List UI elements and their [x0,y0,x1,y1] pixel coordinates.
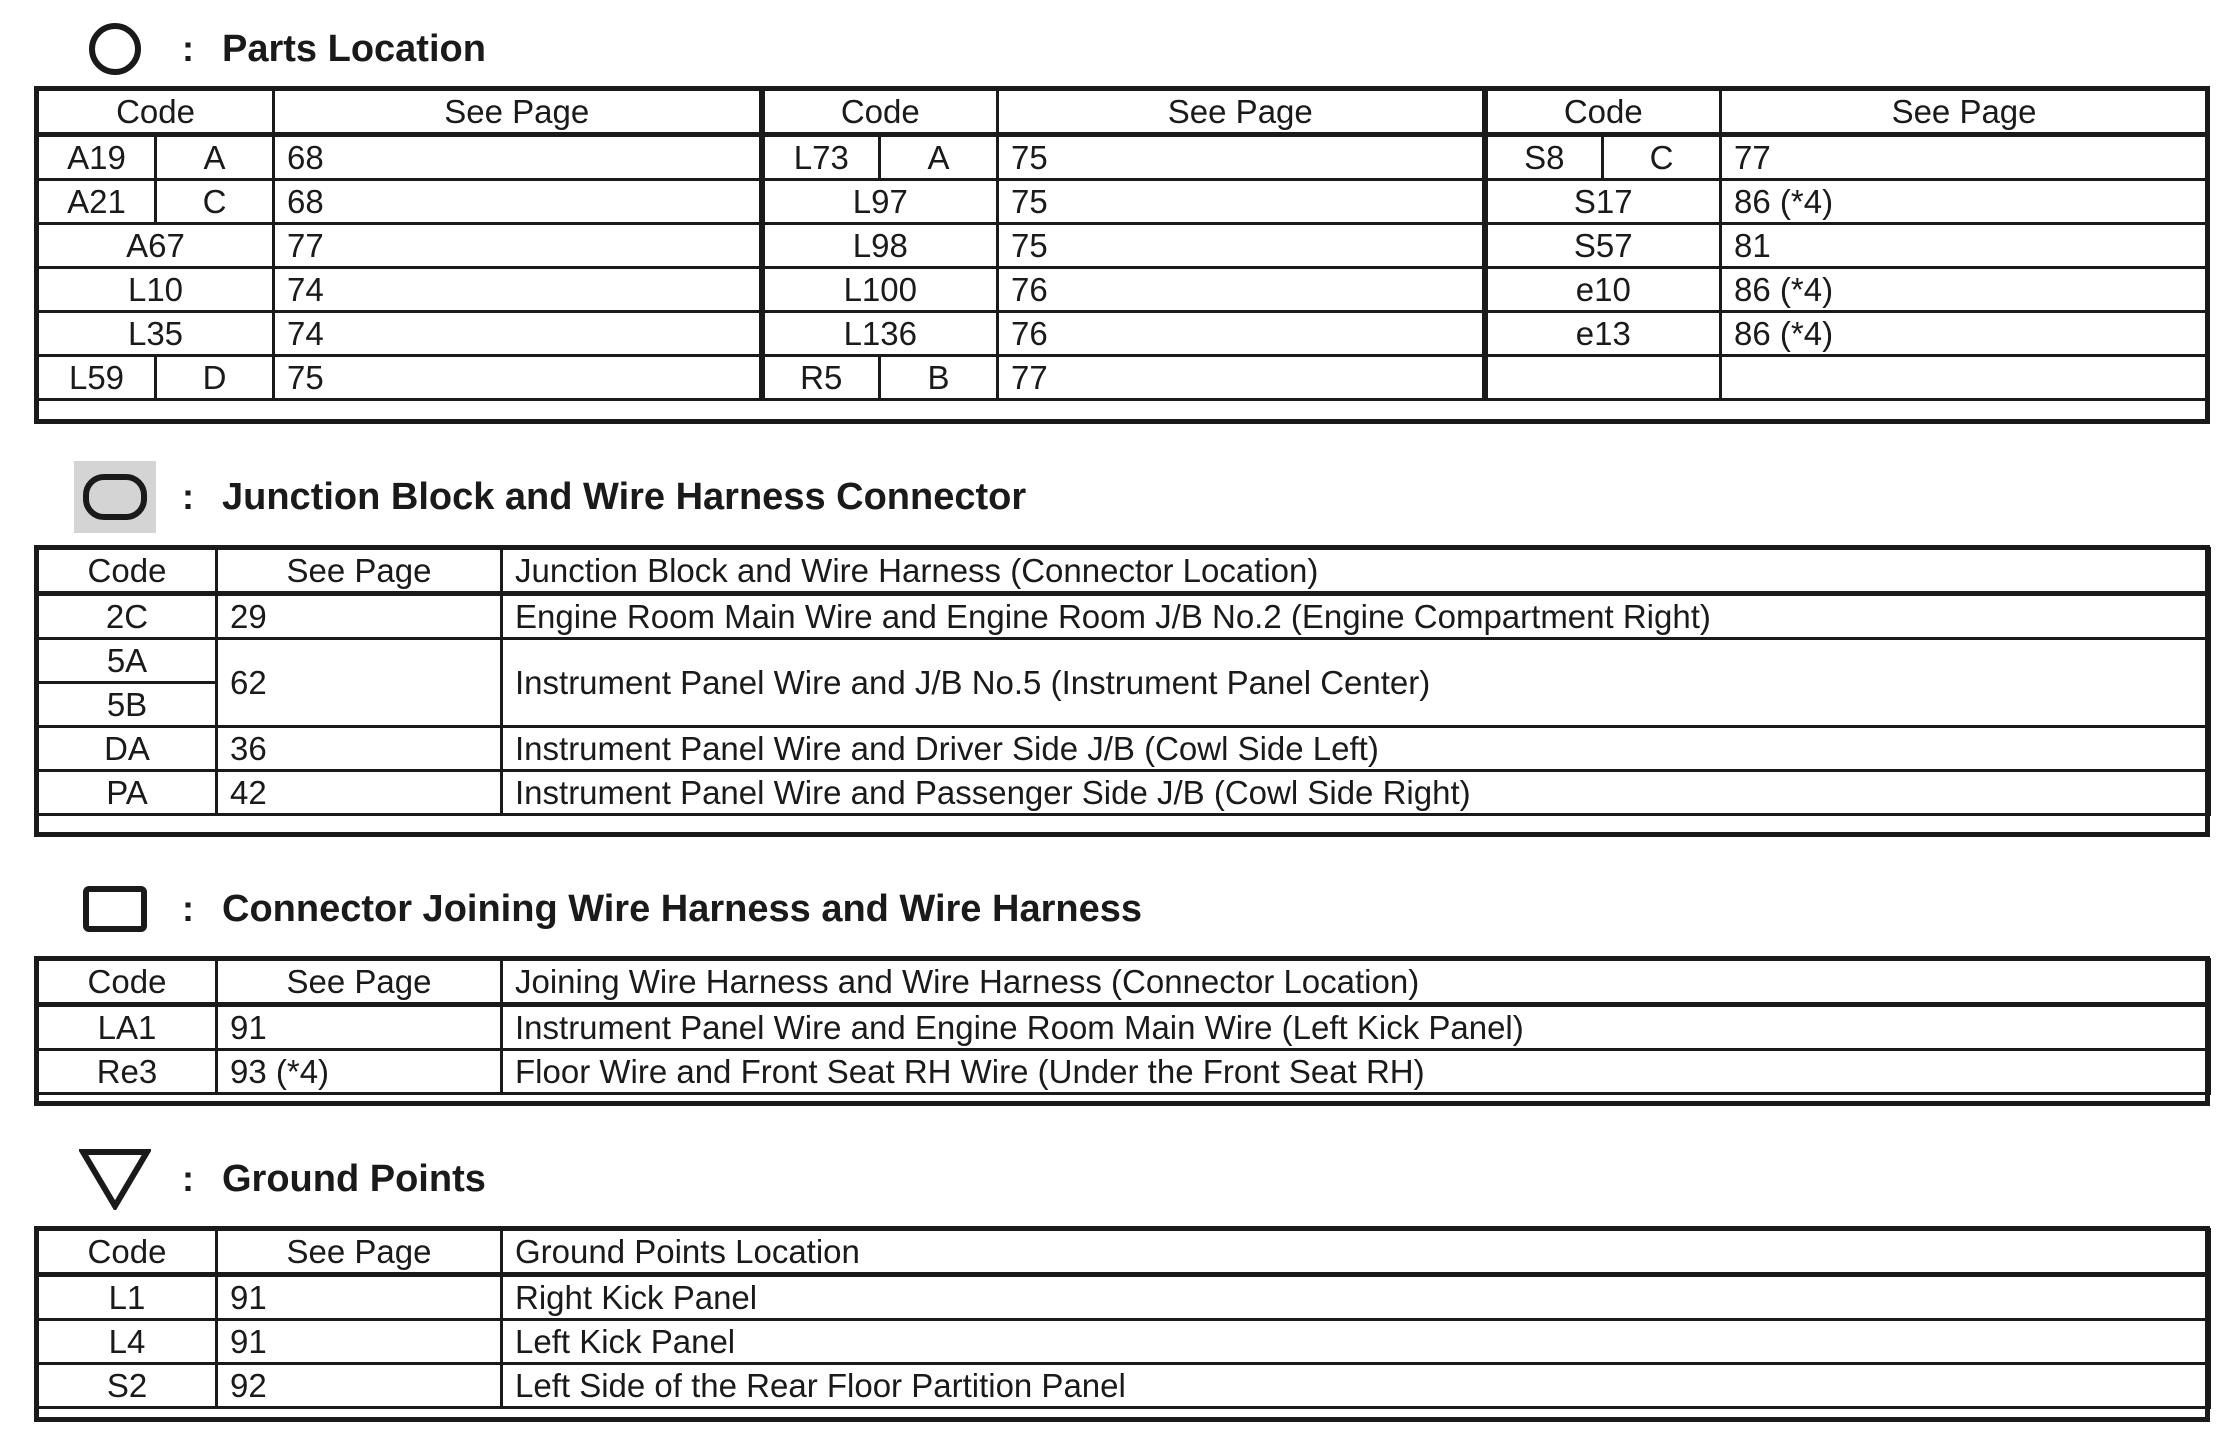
page-cell: 86 (*4) [1721,268,2208,312]
code-cell: S17 [1485,180,1721,224]
code-cell: L100 [762,268,998,312]
colon: : [182,1158,194,1199]
table-row [38,727,2210,771]
connector-joining-table [36,958,2211,1095]
code-cell: e13 [1485,312,1721,356]
page-cell: 75 [998,224,1485,268]
location-cell: Right Kick Panel [502,1275,2210,1320]
column-header-code: Code [1485,90,1721,135]
circle-icon [70,14,160,84]
junction-block-table [36,547,2211,816]
page-cell: 74 [274,312,762,356]
sub-code-cell: A [156,135,274,180]
page-cell: 68 [274,135,762,180]
code-cell: R5 [762,356,880,400]
table-row [38,1320,2210,1364]
sub-code-cell: C [156,180,274,224]
column-header-code: Code [38,90,274,135]
table-row [38,1275,2210,1320]
table-row [38,180,2208,224]
code-cell: L4 [38,1320,217,1364]
column-header-location: Joining Wire Harness and Wire Harness (Connector Location) [502,960,2210,1005]
section-title: Ground Points [222,1157,486,1200]
location-cell: Instrument Panel Wire and Engine Room Main Wire (Left Kick Panel) [502,1005,2210,1050]
code-cell: L59 [38,356,156,400]
table-row [38,1364,2210,1408]
page-cell: 76 [998,312,1485,356]
page-cell: 29 [217,594,502,639]
code-cell: A21 [38,180,156,224]
sub-code-cell: D [156,356,274,400]
code-cell: DA [38,727,217,771]
sub-code-cell: A [880,135,998,180]
rounded-rectangle-icon [74,461,156,533]
code-cell: e10 [1485,268,1721,312]
section-title: Connector Joining Wire Harness and Wire Harness [222,887,1142,930]
code-cell: A67 [38,224,274,268]
table-row [38,224,2208,268]
column-header-see-page: See Page [274,90,762,135]
code-cell: L10 [38,268,274,312]
code-cell: L136 [762,312,998,356]
table-row [38,639,2210,683]
ground-points-table [36,1228,2211,1409]
page-cell [1721,356,2208,400]
code-cell: L35 [38,312,274,356]
page-cell: 77 [998,356,1485,400]
code-cell: L1 [38,1275,217,1320]
code-cell: L97 [762,180,998,224]
table-row [38,1005,2210,1050]
table-header-row [38,1230,2210,1275]
section-title: Junction Block and Wire Harness Connector [222,475,1027,518]
page-cell: 93 (*4) [217,1050,502,1094]
code-cell: Re3 [38,1050,217,1094]
code-cell: PA [38,771,217,815]
page-cell: 76 [998,268,1485,312]
page-cell: 91 [217,1275,502,1320]
location-cell: Instrument Panel Wire and Driver Side J/B (Cowl Side Left) [502,727,2210,771]
column-header-see-page: See Page [217,549,502,594]
code-cell: 5A [38,639,217,683]
table-header-row [38,960,2210,1005]
page-cell: 75 [998,135,1485,180]
parts-location-heading [70,14,486,84]
code-cell: LA1 [38,1005,217,1050]
colon: : [182,888,194,929]
page-cell: 81 [1721,224,2208,268]
code-cell: A19 [38,135,156,180]
code-cell: L98 [762,224,998,268]
connector-joining-heading [70,874,1142,944]
page-cell: 68 [274,180,762,224]
code-cell: L73 [762,135,880,180]
page-cell: 75 [998,180,1485,224]
location-cell: Floor Wire and Front Seat RH Wire (Under the Front Seat RH) [502,1050,2210,1094]
table-row [38,594,2210,639]
sub-code-cell: C [1603,135,1721,180]
page-cell: 42 [217,771,502,815]
table-row [38,356,2208,400]
page-cell: 91 [217,1320,502,1364]
colon: : [182,476,194,517]
table-row [38,135,2208,180]
column-header-see-page: See Page [217,960,502,1005]
page-cell: 77 [274,224,762,268]
column-header-code: Code [38,549,217,594]
column-header-see-page: See Page [1721,90,2208,135]
parts-location-table [36,88,2209,401]
column-header-location: Ground Points Location [502,1230,2210,1275]
location-cell: Left Side of the Rear Floor Partition Panel [502,1364,2210,1408]
code-cell: S57 [1485,224,1721,268]
code-cell: 5B [38,683,217,727]
location-cell: Engine Room Main Wire and Engine Room J/B No.2 (Engine Compartment Right) [502,594,2210,639]
location-cell: Instrument Panel Wire and J/B No.5 (Instrument Panel Center) [502,639,2210,727]
column-header-location: Junction Block and Wire Harness (Connector Location) [502,549,2210,594]
rectangle-icon [70,874,160,944]
section-title: Parts Location [222,27,486,70]
page-cell: 36 [217,727,502,771]
column-header-see-page: See Page [998,90,1485,135]
code-cell: S2 [38,1364,217,1408]
column-header-code: Code [38,1230,217,1275]
page-cell: 86 (*4) [1721,180,2208,224]
location-cell: Instrument Panel Wire and Passenger Side J/B (Cowl Side Right) [502,771,2210,815]
column-header-see-page: See Page [217,1230,502,1275]
column-header-code: Code [38,960,217,1005]
table-header-row [38,549,2210,594]
page-cell: 74 [274,268,762,312]
ground-points-heading [70,1144,486,1214]
location-cell: Left Kick Panel [502,1320,2210,1364]
colon: : [182,28,194,69]
code-cell: S8 [1485,135,1603,180]
down-triangle-icon [70,1144,160,1214]
page-cell: 91 [217,1005,502,1050]
page-cell: 86 (*4) [1721,312,2208,356]
table-header-row [38,90,2208,135]
page-cell: 75 [274,356,762,400]
code-cell: 2C [38,594,217,639]
page-cell: 92 [217,1364,502,1408]
sub-code-cell: B [880,356,998,400]
table-row [38,268,2208,312]
column-header-code: Code [762,90,998,135]
junction-block-heading [70,462,1026,532]
table-row [38,312,2208,356]
page-cell: 77 [1721,135,2208,180]
table-row [38,771,2210,815]
table-row [38,1050,2210,1094]
page-cell: 62 [217,639,502,727]
code-cell [1485,356,1721,400]
